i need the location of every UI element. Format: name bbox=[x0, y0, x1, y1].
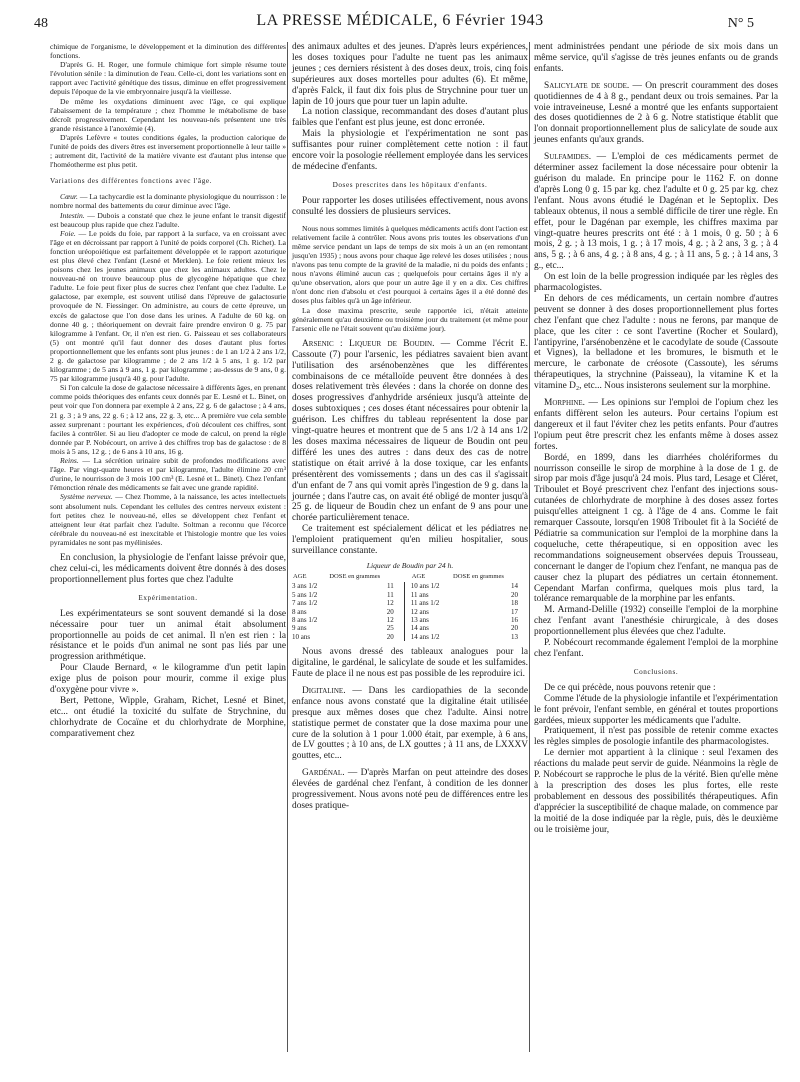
table-row bbox=[292, 608, 528, 616]
subsection-salicylate bbox=[534, 81, 778, 146]
subsection-label: Digitaline. bbox=[302, 685, 346, 696]
dose-table bbox=[292, 572, 528, 641]
page-header bbox=[0, 0, 800, 44]
subsection-text: — Le poids du foie, par rapport à la surface, va en croissant avec l'âge et en décroissant par rapport à l'unité de poids corporel (Ch. Richet). La fonction uréopoiétique est parfaitement développée et le rapport azoturique est plus élevé chez l'enfant (Lesné et Merklen). Le foie retient mieux les poisons chez les jeunes animaux que chez les animaux adultes. Chez le nouveau-né on trouve beaucoup plus de glycogène hépatique que chez l'adulte. Le foie peut fixer plus de sucres chez l'enfant que chez l'adulte. Le galactose, par exemple, est souvent utilisé dans l'épreuve de galactosurie provoquée de N. Fiessinger. On administre, au cours de cette épreuve, un excès de galactose que l'on dose dans les urines. A l'adulte de 60 kg. on donne 40 g. ; théoriquement on devrait faire prendre environ 0 g. 75 par kilogramme à l'enfant. Or, il n'en est rien. G. Paisseau et ses collaborateurs (5) ont montré qu'il faut donner des doses d'autant plus fortes proportionnellement que les enfants sont plus jeunes : de 1 an 1/2 à 2 ans 1/2, 2 g. de galactose par kilogramme ; de 2 ans 1/2 à 5 ans, 1 g. 1/2 par kilogramme ; de 5 ans à 9 ans, 1 g. par kilogramme ; au-dessus de 9 ans, 0 g. 75 par kilogramme jusqu'à 40 g. pour l'adulte. bbox=[50, 228, 286, 384]
issue-number: N° 5 bbox=[727, 16, 754, 31]
subsection-label: Foie. bbox=[60, 228, 76, 238]
table-cell-dose: 20 bbox=[386, 607, 394, 616]
table-cell-dose: 12 bbox=[386, 599, 394, 608]
table-row bbox=[292, 633, 528, 641]
table-caption: Liqueur de Boudin par 24 h. bbox=[366, 560, 454, 570]
table-cell-age: 8 ans 1/2 bbox=[292, 615, 318, 624]
paragraph: En conclusion, la physiologie de l'enfant laisse prévoir que, chez celui-ci, les médicaments doivent être donnés à des doses proportionnellement plus fortes que chez l'adulte bbox=[50, 552, 286, 585]
subsection-label: Salicylate de soude. bbox=[544, 80, 630, 91]
table-cell-age: 10 ans bbox=[292, 632, 311, 641]
table-row bbox=[292, 599, 528, 607]
subsection-systeme-nerveux bbox=[50, 492, 286, 547]
paragraph: Si l'on calcule la dose de galactose nécessaire à différents âges, en prenant comme poids théoriques des enfants ceux donnés par E. Lesné et L. Binet, on peut voir que l'on donnera par exemple à 2 ans, 22 g. 6 de galactose ; à 4 ans, 21 g. 3 ; à 9 ans, 22 g. 6 ; à 12 ans, 22 g. 3, etc... A première vue cela semble assez surprenant : pourtant les expériences, d'où découlent ces chiffres, sont faciles à contrôler. Si au lieu d'adopter ce mode de calcul, on prend la règle donnée par P. Nobécourt, on arrive à des chiffres trop bas de galactose : de 8 mois à 5 ans, 12 g. ; de 6 ans à 10 ans, 16 g. bbox=[50, 383, 286, 456]
subsection-label: Gardénal. bbox=[302, 768, 345, 779]
subsection-morphine bbox=[534, 398, 778, 453]
subsection-label: Cœur. bbox=[60, 192, 78, 202]
paragraph: ment administrées pendant une période de six mois dans un même service, qu'il s'agisse de très jeunes enfants ou de grands enfants. bbox=[534, 42, 778, 74]
table-cell-age: 11 ans 1/2 bbox=[410, 599, 440, 608]
paragraph: Pour rapporter les doses utilisées effectivement, nous avons consulté les dossiers de plusieurs services. bbox=[292, 195, 528, 217]
subsection-text: — La tachycardie est la dominante physiologique du nourrisson : le nombre normal des battements du cœur diminue avec l'âge. bbox=[50, 192, 286, 211]
table-cell-dose: 20 bbox=[511, 624, 518, 633]
page-number: 48 bbox=[34, 16, 48, 31]
table-cell-age: 13 ans bbox=[410, 615, 429, 624]
column-left bbox=[50, 42, 286, 740]
table-cell-dose: 25 bbox=[386, 624, 394, 633]
paragraph: Bordé, en 1899, dans les diarrhées cholériformes du nourrisson conseille le sirop de morphine à la dose de 1 g. de sirop par mois d'âge jusqu'à 24 mois. Plus tard, Lesage et Cléret, Triboulet et Boyé prescrivent chez l'enfant des injections sous-cutanées de chlorhydrate de morphine à des doses assez fortes puisqu'elles atteignent 1 cg. à l'âge de 4 ans. Comme le fait remarquer Cassoute, lorsqu'en 1908 Triboulet fit à la Société de Pédiatrie sa communication sur l'emploi de la morphine dans la coqueluche, cette thérapeutique, si en opposition avec les recommandations soigneusement observées depuis Trousseau, concernant le danger de l'opium chez l'enfant, ne manqua pas de causer chez la plupart des pédiatres un certain étonnement. Cependant Marfan confirma, quelques mois plus tard, la tolérance remarquable de la morphine par les enfants. bbox=[534, 452, 778, 605]
paragraph: Mais la physiologie et l'expérimentation ne sont pas suffisantes pour ruiner complètement cette notion : il faut encore voir la posologie réellement employée dans les services de médecine d'enfants. bbox=[292, 129, 528, 172]
table-cell-age: 7 ans 1/2 bbox=[292, 599, 318, 608]
table-row bbox=[292, 582, 528, 590]
subsection-text: — On prescrit couramment des doses quotidiennes de 4 à 8 g., pendant deux ou trois semaines. Par la voie intraveineuse, Lesné a montré que les enfants supportaient des doses quotidiennes de 2 à 6 g. Notre statistique établit que l'on donnait proportionnellement plus de salicylate de soude aux jeunes enfants qu'aux grands. bbox=[534, 80, 779, 146]
paragraph: Pour Claude Bernard, « le kilogramme d'un petit lapin exige plus de poison pour mourir, comme il exige plus d'oxygène pour vivre ». bbox=[50, 663, 286, 696]
section-heading: Expérimentation. bbox=[138, 593, 198, 602]
subsection-text: — Dans les cardiopathies de la seconde enfance nous avons constaté que la digitaline était utilisée presque aux mêmes doses que chez l'adulte. Ainsi notre statistique permet de constater que la dose maxima pour une cure de la solution à 1 pour 1.000 était, par exemple, à 6 ans, de LV gouttes ; à 10 ans, de LX gouttes ; à 11 ans, de LXXXV gouttes, etc... bbox=[292, 685, 529, 762]
table-cell-dose: 20 bbox=[511, 590, 518, 599]
table-row bbox=[292, 624, 528, 632]
table-cell-age: 8 ans bbox=[292, 607, 307, 616]
table-cell-dose: 16 bbox=[511, 615, 518, 624]
table-cell-age: 5 ans 1/2 bbox=[292, 590, 318, 599]
paragraph: chimique de l'organisme, le développement et la diminution des différentes fonctions. bbox=[50, 42, 286, 61]
subsection-label: Système nerveux. bbox=[60, 492, 113, 502]
paragraph: Comme l'étude de la physiologie infantile et l'expérimentation le font prévoir, l'enfant semble, en général et toutes proportions gardées, mieux supporter les médicaments que l'adulte. bbox=[534, 693, 778, 726]
table-cell-dose: 11 bbox=[386, 590, 394, 599]
table-cell-dose: 20 bbox=[386, 632, 394, 641]
table-cell-dose: 11 bbox=[386, 582, 394, 591]
paragraph: Pratiquement, il n'est pas possible de retenir comme exactes les règles simples de posologie infantile des pharmacologistes. bbox=[534, 726, 778, 748]
table-header-dose: DOSE en grammes bbox=[329, 572, 381, 580]
subsection-text: — La sécrétion urinaire subit de profondes modifications avec l'âge. Par vingt-quatre heures et par kilogramme, l'adulte élimine 20 cm³ d'urine, le nourrisson de 3 mois 100 cm³ (E. Lesné et L. Binet). Chez l'enfant l'émonction rénale des médicaments se fait avec une grande rapidité. bbox=[50, 456, 286, 493]
table-row bbox=[292, 591, 528, 599]
subsection-sulfamides bbox=[534, 152, 778, 272]
subsection-coeur bbox=[50, 192, 286, 210]
subsection-label: Arsenic : Liqueur de Boudin. bbox=[302, 338, 435, 349]
subsection-label: Intestin. bbox=[60, 210, 85, 220]
subsection-reins bbox=[50, 456, 286, 492]
table-cell-dose: 18 bbox=[511, 599, 518, 608]
paragraph: P. Nobécourt recommande également l'emploi de la morphine chez l'enfant. bbox=[534, 638, 778, 659]
table-cell-age: 9 ans bbox=[292, 624, 307, 633]
table-cell-dose: 13 bbox=[511, 632, 518, 641]
paragraph: Nous avons dressé des tableaux analogues pour la digitaline, le gardénal, le salicylate de soude et les sulfamides. Faute de place il ne nous est pas possible de les reproduire ici. bbox=[292, 647, 528, 679]
table-cell-age: 10 ans 1/2 bbox=[410, 582, 440, 591]
paragraph: Bert, Pettone, Wipple, Graham, Richet, Lesné et Binet, etc... ont étudié la toxicité du sulfate de Strychnine, du chlorhydrate de Cocaïne et du chlorhydrate de Morphine, comparativement chez bbox=[50, 695, 286, 739]
table-cell-age: 14 ans 1/2 bbox=[410, 632, 440, 641]
subsection-digitaline bbox=[292, 686, 528, 762]
subsection-text: — Les opinions sur l'emploi de l'opium chez les enfants diffèrent selon les auteurs. Pour certains l'opium est dangereux et il faut l'éviter chez les petits enfants. Pour d'autres l'opium peut être prescrit chez les enfants même à doses assez fortes. bbox=[534, 398, 779, 452]
subsection-label: Sulfamides. bbox=[544, 152, 592, 163]
paragraph: M. Armand-Delille (1932) conseille l'emploi de la morphine chez l'enfant avant l'anesthésie chirurgicale, à des doses proportionnellement plus élevées que chez l'adulte. bbox=[534, 605, 778, 638]
paragraph: D'après Lefèvre « toutes conditions égales, la production calorique de l'unité de poids des divers êtres est inversement proportionnelle à leur taille » ; autrement dit, l'activité de la matière vivante est d'autant plus intense que l'homéotherme est plus petit. bbox=[50, 132, 286, 170]
subsection-text: — L'emploi de ces médicaments permet de déterminer assez facilement la dose nécessaire pour obtenir la guérison du malade. En principe pour le 1162 F. on donne d'après Long 0 g. 15 par kg. chez l'adulte et 0 g. 25 par kg. chez l'enfant. Nous avons étudié le Dagénan et le Septoplix. Des tableaux obtenus, il nous a semblé difficile de tirer une règle. En effet, pour le Dagénan par exemple, les chiffres maxima par vingt-quatre heures prescrits ont été : à 1 mois, 0 g. 50 ; à 6 mois, 2 g. ; à 13 mois, 1 g. ; à 17 mois, 4 g. ; à 2 ans, 3 g. ; à 4 ans, 5 g. ; à 6 ans, 4 g. ; à 8 ans, 4 g. ; à 11 ans, 5 g. ; à 14 ans, 3 g., etc... bbox=[534, 152, 778, 272]
subsection-gardenal bbox=[292, 768, 528, 812]
table-header-dose: DOSE en grammes bbox=[453, 572, 504, 580]
subsection-text: — Dubois a constaté que chez le jeune enfant le transit digestif est beaucoup plus rapide que chez l'adulte. bbox=[50, 210, 286, 229]
table-cell-age: 12 ans bbox=[410, 607, 429, 616]
subsection-label: Morphine. bbox=[544, 398, 586, 409]
subsection-intestin bbox=[50, 211, 286, 229]
section-heading: Conclusions. bbox=[633, 667, 679, 676]
table-row bbox=[292, 616, 528, 624]
subsection-arsenic bbox=[292, 339, 528, 524]
column-divider bbox=[287, 42, 288, 1052]
table-cell-age: 3 ans 1/2 bbox=[292, 582, 318, 591]
column-right bbox=[534, 42, 778, 836]
table-header-age: AGE bbox=[293, 572, 307, 580]
paragraph: En dehors de ces médicaments, un certain nombre d'autres peuvent se donner à des doses proportionnellement plus fortes chez l'enfant que chez l'adulte : nous ne ferons, par manque de place, que les citer : ce sont l'avertine (Rocher et Soulard), l'antipyrine, l'arsénobenzène et le cacodylate de soude (Cassoute et Vignes), la belladone et les bromures, le bismuth et le mercure, le carbonate de créosote (Cassoute), les sérums thérapeutiques, la strychnine (Paisseau), la vitamine K et la vitamine D₂, etc... Nous insisterons seulement sur la morphine. bbox=[534, 293, 778, 392]
column-middle bbox=[292, 42, 528, 812]
subsection-text: — D'après Marfan on peut atteindre des doses élevées de gardénal chez l'enfant, à condition de les donner progressivement. Nous avons noté peu de différences entre les doses pratique- bbox=[292, 768, 529, 811]
section-heading: Variations des différentes fonctions avec l'âge. bbox=[50, 177, 213, 186]
paragraph: D'après G. H. Roger, une formule chimique fort simple résume toute l'évolution sénile : la diminution de l'eau. Celle-ci, dont les variations sont en rapport avec l'activité génétique des tissus, diminue en effet progressivement depuis l'époque de la vie embryonnaire jusqu'à la vieillesse. bbox=[50, 60, 286, 97]
paragraph: La notion classique, recommandant des doses d'autant plus faibles que l'enfant est plus jeune, est donc erronée. bbox=[292, 107, 528, 129]
paragraph: De même les oxydations diminuent avec l'âge, ce qui explique l'abaissement de la température ; chez l'homme le métabolisme de base décroît progressivement. Cependant les nouveau-nés présentent une très grande résistance à l'anoxémie (4). bbox=[50, 96, 286, 133]
subsection-text: — Comme l'écrit E. Cassoute (7) pour l'arsenic, les pédiatres savaient bien avant l'utilisation des arsénobenzènes que les différentes combinaisons de ce métalloïde peuvent être données à des doses relativement très élevées : dans la chorée on donne des doses progressives d'anhydride arsénieux jusqu'à atteinte de doses subtoxiques ; ces doses étant nécessaires pour obtenir la guérison. Les chiffres du tableau représentent la dose par vingt-quatre heures et montrent que de 5 ans 1/2 à 14 ans 1/2 les doses maxima nécessaires de liqueur de Boudin ont peu différé les unes des autres : dans deux des cas de notre statistique on était arrivé à la dose toxique, car les enfants présentèrent des vomissements ; dans un des cas il s'agissait d'un enfant de 7 ans qui vomit après l'ingestion de 9 g. dans la journée ; dans l'autre cas, on avait été obligé de monter jusqu'à 25 g. de liqueur de Boudin chez un enfant de 9 ans pour une chorée particulièrement tenace. bbox=[292, 338, 528, 524]
subsection-foie bbox=[50, 229, 286, 384]
table-cell-dose: 17 bbox=[511, 607, 518, 616]
subsection-text: — Chez l'homme, à la naissance, les actes intellectuels sont absolument nuls. Cependant les cellules des centres nerveux existent : fort petites chez le nouveau-né, elles se développent chez l'enfant et atteignent leur état parfait chez l'adulte. Soltman a reconnu que l'écorce cérébrale du nouveau-né est inexcitable et l'histologie montre que les voies pyramidales ne sont pas myélinisées. bbox=[50, 492, 286, 547]
journal-title: LA PRESSE MÉDICALE, 6 Février 1943 bbox=[256, 12, 544, 29]
paragraph: Le dernier mot appartient à la clinique : seul l'examen des réactions du malade peut servir de guide. Néanmoins la règle de P. Nobécourt se rapproche le plus de la vérité. Bien qu'elle mène à la prescription des doses les plus fortes, elle reste probablement en dessous des possibilités thérapeutiques. Afin d'apprécier la susceptibilité de chaque malade, on commence par la moitié de la dose indiquée par la règle, puis, dès le deuxième ou le troisième jour, bbox=[534, 748, 778, 835]
table-cell-age: 14 ans bbox=[410, 624, 429, 633]
paragraph: De ce qui précède, nous pouvons retenir que : bbox=[544, 682, 716, 693]
paragraph: des animaux adultes et des jeunes. D'après leurs expériences, les doses toxiques pour l'adulte ne tuent pas les animaux jeunes ; ces derniers résistent à des doses deux, trois, cinq fois supérieures aux doses mortelles pour adultes (6). Et même, d'après Falck, il faut dix fois plus de Strychnine pour tuer un lapin de 10 jours que pour tuer un lapin adulte. bbox=[292, 42, 528, 107]
table-cell-dose: 12 bbox=[386, 615, 394, 624]
paragraph: On est loin de la belle progression indiquée par les règles des pharmacologistes. bbox=[534, 272, 778, 294]
column-divider bbox=[529, 42, 530, 1052]
table-cell-age: 11 ans bbox=[410, 590, 429, 599]
paragraph: Les expérimentateurs se sont souvent demandé si la dose nécessaire pour tuer un animal était absolument proportionnelle au poids de cet animal. Il n'en est rien : la résistance et le poids d'un animal ne sont pas liés par une progression arithmétique. bbox=[50, 608, 286, 663]
section-heading: Doses prescrites dans les hôpitaux d'enfants. bbox=[332, 180, 488, 189]
paragraph: Ce traitement est spécialement délicat et les pédiatres ne l'emploient pratiquement qu'en milieu hospitalier, sous surveillance constante. bbox=[292, 524, 528, 557]
note-paragraph: Nous nous sommes limités à quelques médicaments actifs dont l'action est relativement facile à contrôler. Nous avons pris toutes les observations d'un même service pendant un laps de temps de six mois à un an (en remontant jusqu'en 1935) ; nous avons pour chaque âge relevé les doses utilisées ; nous n'avons pas tenu compte de la gravité de la maladie, ni du poids des enfants ; nous n'avons éliminé aucun cas ; quelquefois pour certains âges il n'y a qu'une observation, alors que pour un autre âge il y en a dix. Ces chiffres n'ont donc rien d'absolu et c'est pourquoi à certains âges il a été donné des doses plus faibles qu'à un âge inférieur. bbox=[292, 223, 528, 306]
note-paragraph: La dose maxima prescrite, seule rapportée ici, n'était atteinte généralement qu'au deuxième ou troisième jour du traitement (et même pour l'arsenic elle ne l'était souvent qu'au dixième jour). bbox=[292, 305, 528, 333]
subsection-label: Reins. bbox=[60, 456, 79, 466]
table-header-age: AGE bbox=[411, 572, 426, 580]
table-cell-dose: 14 bbox=[511, 582, 518, 591]
